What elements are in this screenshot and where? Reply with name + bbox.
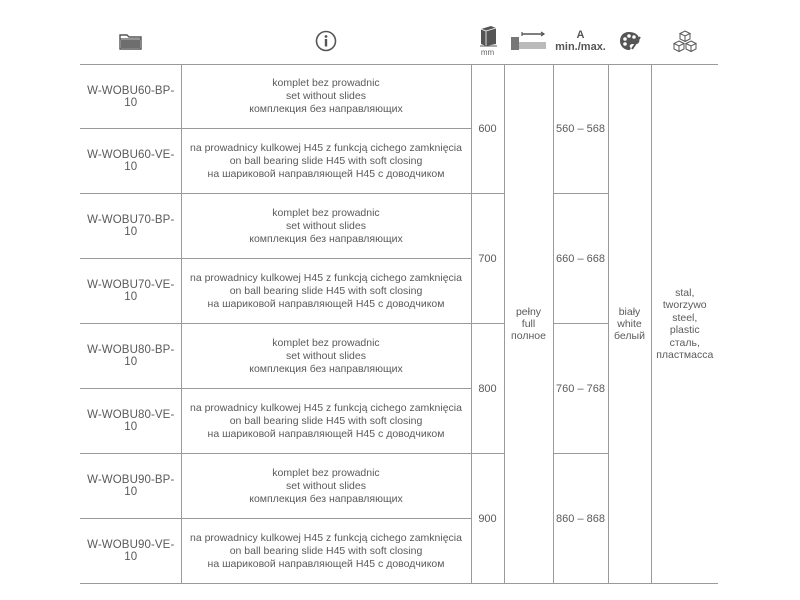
desc-en: on ball bearing slide H45 with soft closing <box>229 284 423 297</box>
desc-ru: комплекция без направляющих <box>249 492 403 505</box>
table-row <box>80 65 718 129</box>
extension-en: full <box>521 318 536 330</box>
range-cell: 860 – 868 <box>553 454 608 584</box>
product-code: W-WOBU60-BP-10 <box>80 65 181 129</box>
range-sublabel: min./max. <box>555 41 606 53</box>
desc-pl: na prowadnicy kulkowej H45 z funkcją cichego zamknięcia <box>190 141 462 154</box>
extension-icon <box>510 31 548 51</box>
header-material-cell <box>651 18 718 64</box>
width-mm-cell: 700 <box>471 194 504 324</box>
product-description <box>181 194 471 259</box>
header-color-cell <box>608 18 651 64</box>
desc-ru: на шариковой направляющей H45 с доводчиком <box>207 557 445 570</box>
product-code: W-WOBU90-BP-10 <box>80 454 181 519</box>
product-code: W-WOBU80-BP-10 <box>80 324 181 389</box>
color-en: white <box>617 318 642 330</box>
extension-pl: pełny <box>515 306 542 318</box>
range-cell: 760 – 768 <box>553 324 608 454</box>
width-mm-cell: 900 <box>471 454 504 584</box>
material-line: сталь, <box>669 336 700 349</box>
desc-en: set without slides <box>286 90 366 102</box>
desc-en: on ball bearing slide H45 with soft closing <box>229 544 423 557</box>
product-description <box>181 129 471 194</box>
desc-ru: комплекция без направляющих <box>249 103 403 115</box>
desc-pl: komplet bez prowadnic <box>272 466 380 479</box>
product-code: W-WOBU60-VE-10 <box>80 129 181 194</box>
header-range-cell <box>553 18 608 64</box>
desc-ru: на шариковой направляющей H45 с доводчиком <box>207 297 445 310</box>
product-code: W-WOBU90-VE-10 <box>80 519 181 584</box>
header-info-cell <box>181 18 471 64</box>
desc-ru: комплекция без направляющих <box>249 232 403 245</box>
color-ru: белый <box>614 330 645 342</box>
desc-en: set without slides <box>286 219 366 232</box>
info-icon <box>315 30 337 52</box>
header-width-cell <box>471 18 504 64</box>
desc-pl: na prowadnicy kulkowej H45 z funkcją cichego zamknięcia <box>190 271 462 284</box>
desc-en: on ball bearing slide H45 with soft closing <box>229 154 423 167</box>
desc-pl: komplet bez prowadnic <box>272 77 380 89</box>
width-mm-cell: 800 <box>471 324 504 454</box>
mm-label: mm <box>480 48 495 57</box>
material-line: plastic <box>669 324 700 336</box>
palette-icon <box>619 31 641 51</box>
range-cell: 660 – 668 <box>553 194 608 324</box>
product-description <box>181 519 471 584</box>
cabinet-mm-icon <box>477 25 499 47</box>
material-line: пластмасса <box>656 349 714 361</box>
folder-icon <box>119 32 143 50</box>
color-cell <box>608 65 651 584</box>
desc-pl: komplet bez prowadnic <box>272 206 380 219</box>
material-line: tworzywo <box>662 299 707 311</box>
desc-pl: komplet bez prowadnic <box>272 336 380 349</box>
product-description <box>181 65 471 129</box>
desc-en: set without slides <box>286 479 366 492</box>
range-cell: 560 – 568 <box>553 65 608 194</box>
desc-ru: на шариковой направляющей H45 с доводчиком <box>207 427 445 440</box>
product-description <box>181 259 471 324</box>
range-label: A <box>576 29 585 41</box>
desc-pl: na prowadnicy kulkowej H45 z funkcją cichego zamknięcia <box>190 531 462 544</box>
product-description <box>181 454 471 519</box>
material-cell <box>651 65 718 584</box>
material-line: stal, <box>675 286 695 299</box>
extension-ru: полное <box>511 330 546 342</box>
product-description <box>181 324 471 389</box>
desc-ru: на шариковой направляющей H45 с доводчиком <box>207 167 445 180</box>
desc-ru: комплекция без направляющих <box>249 362 403 375</box>
product-code: W-WOBU70-VE-10 <box>80 259 181 324</box>
width-mm-cell: 600 <box>471 65 504 194</box>
extension-cell <box>504 65 553 584</box>
desc-en: set without slides <box>286 349 366 362</box>
desc-pl: na prowadnicy kulkowej H45 z funkcją cichego zamknięcia <box>190 401 462 414</box>
material-cubes-icon <box>672 30 698 52</box>
product-code: W-WOBU80-VE-10 <box>80 389 181 454</box>
product-code: W-WOBU70-BP-10 <box>80 194 181 259</box>
color-pl: biały <box>618 306 641 318</box>
material-line: steel, <box>672 311 698 324</box>
product-spec-table <box>80 64 718 584</box>
header-extension-cell <box>504 18 553 64</box>
header-folder-cell <box>80 18 181 64</box>
product-description <box>181 389 471 454</box>
desc-en: on ball bearing slide H45 with soft closing <box>229 414 423 427</box>
